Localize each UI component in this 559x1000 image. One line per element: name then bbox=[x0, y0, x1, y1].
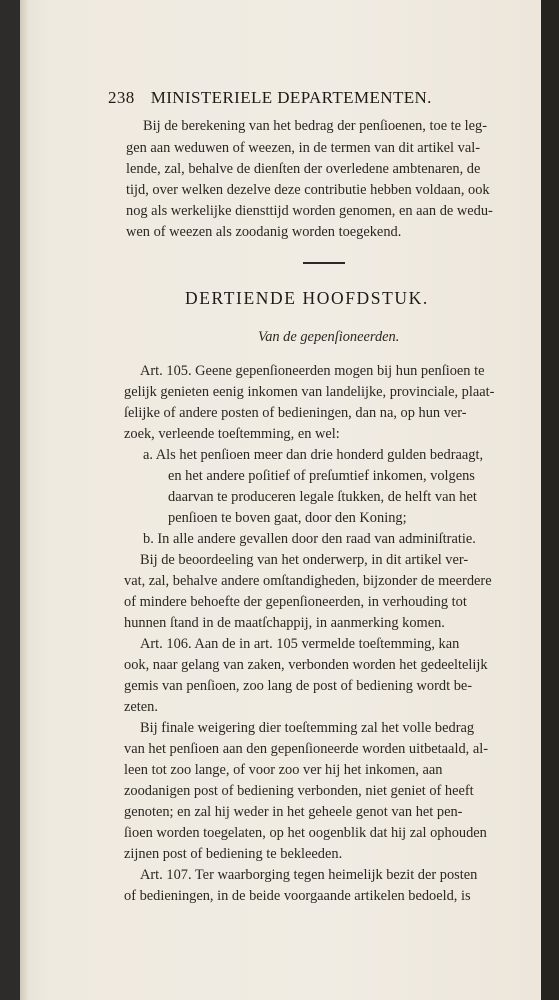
page-gutter bbox=[20, 0, 28, 1000]
text-line: vat, zal, behalve andere omſtandigheden, bijzonder de meerdere bbox=[124, 573, 492, 589]
running-title: MINISTERIELE DEPARTEMENTEN. bbox=[150, 88, 432, 107]
text-line: gemis van penſioen, zoo lang de post of bediening wordt be- bbox=[124, 678, 473, 694]
text-line: ook, naar gelang van zaken, verbonden worden het gedeeltelijk bbox=[124, 657, 488, 673]
scan-border bbox=[541, 0, 559, 1000]
text-line: zoodanigen post of bediening verbonden, niet geniet of heeft bbox=[124, 783, 474, 799]
chapter-subtitle: Van de gepenſioneerden. bbox=[258, 329, 400, 345]
text-line: daarvan te produceren legale ſtukken, de helft van het bbox=[168, 489, 477, 505]
text-line: penſioen te boven gaat, door den Koning; bbox=[168, 510, 407, 526]
text-line: b. In alle andere gevallen door den raad van adminiſtratie. bbox=[143, 531, 476, 547]
text-line: zoek, verleende toeſtemming, en wel: bbox=[124, 426, 340, 442]
text-line: tijd, over welken dezelve deze contributie hebben voldaan, ook bbox=[126, 182, 490, 198]
text-line: Art. 107. Ter waarborging tegen heimelijk bezit der posten bbox=[140, 867, 478, 883]
text-line: gen aan weduwen of weezen, in de termen van dit artikel val- bbox=[126, 140, 481, 156]
text-line: ſelijke of andere posten of bedieningen, dan na, op hun ver- bbox=[124, 405, 467, 421]
text-line: gelijk genieten eenig inkomen van landelijke, provinciale, plaat- bbox=[124, 384, 495, 400]
text-line: leen tot zoo lange, of voor zoo ver hij het inkomen, aan bbox=[124, 762, 443, 778]
text-line: Art. 106. Aan de in art. 105 vermelde toeſtemming, kan bbox=[140, 636, 460, 652]
text-line: wen of weezen als zoodanig worden toegekend. bbox=[126, 224, 402, 240]
text-line: nog als werkelijke diensttijd worden genomen, en aan de wedu- bbox=[126, 203, 493, 219]
text-line: van het penſioen aan den gepenſioneerde worden uitbetaald, al- bbox=[124, 741, 489, 757]
text-line: ſioen worden toegelaten, op het oogenblik dat hij zal ophouden bbox=[124, 825, 487, 841]
text-line: of bedieningen, in de beide voorgaande artikelen bedoeld, is bbox=[124, 888, 471, 904]
chapter-title: DERTIENDE HOOFDSTUK. bbox=[185, 288, 429, 308]
running-header bbox=[108, 88, 468, 108]
text-line: Bij de berekening van het bedrag der penſioenen, toe te leg- bbox=[143, 118, 488, 134]
text-line: Art. 105. Geene gepenſioneerden mogen bij hun penſioen te bbox=[140, 363, 485, 379]
text-line: Bij de beoordeeling van het onderwerp, in dit artikel ver- bbox=[140, 552, 469, 568]
text-line: zeten. bbox=[124, 699, 158, 715]
section-divider bbox=[303, 262, 345, 264]
text-line: of mindere behoefte der gepenſioneerden, in verhouding tot bbox=[124, 594, 467, 610]
page-number: 238 bbox=[108, 88, 135, 107]
text-line: a. Als het penſioen meer dan drie honderd gulden bedraagt, bbox=[143, 447, 484, 463]
text-line: hunnen ſtand in de maatſchappij, in aanmerking komen. bbox=[124, 615, 445, 631]
text-line: en het andere poſitief of preſumtief inkomen, volgens bbox=[168, 468, 475, 484]
text-line: lende, zal, behalve de dienſten der overledene ambtenaren, de bbox=[126, 161, 481, 177]
text-line: Bij finale weigering dier toeſtemming zal het volle bedrag bbox=[140, 720, 475, 736]
text-line: genoten; en zal hij weder in het geheele genot van het pen- bbox=[124, 804, 463, 820]
text-line: zijnen post of bediening te bekleeden. bbox=[124, 846, 343, 862]
